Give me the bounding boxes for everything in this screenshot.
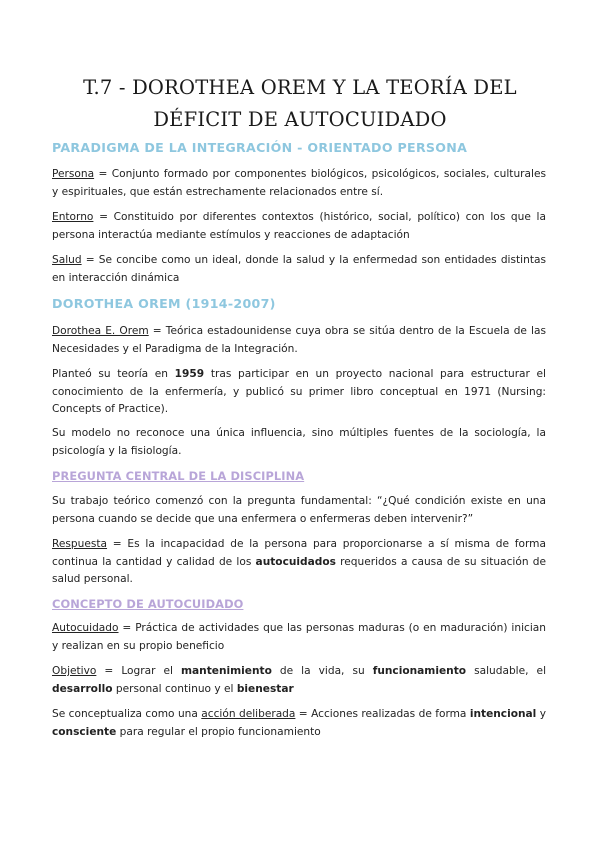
section-heading-concepto-autocuidado: CONCEPTO DE AUTOCUIDADO [52,597,244,611]
text-span: = Es la incapacidad de la persona para proporcionarse a sí misma de forma continua la cantidad y calidad de los [52,538,546,568]
paragraph-objetivo [52,663,546,698]
text-span: saludable, el [466,665,547,677]
bold-consciente: consciente [52,725,117,738]
term-respuesta: Respuesta [52,538,108,550]
bold-intencional: intencional [469,708,537,720]
paragraph-modelo: Su modelo no reconoce una única influencia, sino múltiples fuentes de la sociología, la psicología y la fisiología. [52,427,546,457]
term-salud: Salud [52,254,82,266]
definition-dorothea: = Teórica estadounidense cuya obra se sitúa dentro de la Escuela de las Necesidades y el Paradigma de la Integración. [52,325,546,355]
year-1959: 1959 [174,368,205,380]
term-objetivo: Objetivo [52,665,97,677]
paragraph-autocuidado [52,620,546,655]
paragraph-respuesta [52,536,546,589]
text-span: = Lograr el [96,665,181,677]
section-heading-dorothea-orem: DOROTHEA OREM (1914-2007) [52,296,276,311]
term-entorno: Entorno [52,211,94,223]
paragraph-dorothea [52,323,546,358]
bold-autocuidados: autocuidados [255,555,336,568]
text-span: personal continuo y el [112,682,237,695]
text-span: requeridos a causa de su situación de salud personal. [52,555,546,585]
page-title [50,72,550,136]
text-span: Planteó su teoría en [52,368,175,380]
paragraph-planteo [52,366,546,419]
paragraph-conceptualiza [52,706,546,741]
title-line-2: DÉFICIT DE AUTOCUIDADO [153,108,447,131]
text-span: para regular el propio funcionamiento [116,725,321,738]
bold-desarrollo: desarrollo [52,682,113,695]
paragraph-pregunta: Su trabajo teórico comenzó con la pregunta fundamental: “¿Qué condición existe en una persona cuando se decide que una enfermera o enfermeras deben intervenir?” [52,495,546,525]
paragraph-salud [52,252,546,287]
bold-mantenimiento: mantenimiento [180,665,272,677]
term-dorothea: Dorothea E. Orem [52,325,149,337]
paragraph-persona [52,166,546,201]
text-span: Se conceptualiza como una [52,708,202,720]
term-autocuidado: Autocuidado [52,622,119,634]
bold-funcionamiento: funcionamiento [372,665,467,677]
term-persona: Persona [52,168,95,180]
definition-entorno: = Constituido por diferentes contextos (histórico, social, político) con los que la persona interactúa mediante estímulos y reacciones de adaptación [52,211,546,241]
text-span: y [536,708,547,720]
text-span: de la vida, su [271,665,373,677]
paragraph-entorno [52,209,546,244]
title-line-1: T.7 - DOROTHEA OREM Y LA TEORÍA DEL [83,76,517,99]
definition-autocuidado: = Práctica de actividades que las personas maduras (o en maduración) inician y realizan en su propio beneficio [52,622,546,652]
text-span: tras participar en un proyecto nacional para estructurar el conocimiento de la enfermería, y publicó su primer libro conceptual en 1971 (Nursing: Concepts of Practice). [52,368,546,415]
definition-salud: = Se concibe como un ideal, donde la salud y la enfermedad son entidades distintas en interacción dinámica [52,254,546,284]
bold-bienestar: bienestar [236,682,294,695]
term-accion-deliberada: acción deliberada [201,708,296,720]
section-heading-paradigma: PARADIGMA DE LA INTEGRACIÓN - ORIENTADO PERSONA [52,140,468,155]
text-span: = Acciones realizadas de forma [295,708,470,720]
definition-persona: = Conjunto formado por componentes biológicos, psicológicos, sociales, culturales y espirituales, que están estrechamente relacionados entre sí. [52,168,546,198]
section-heading-pregunta-central: PREGUNTA CENTRAL DE LA DISCIPLINA [52,469,305,483]
